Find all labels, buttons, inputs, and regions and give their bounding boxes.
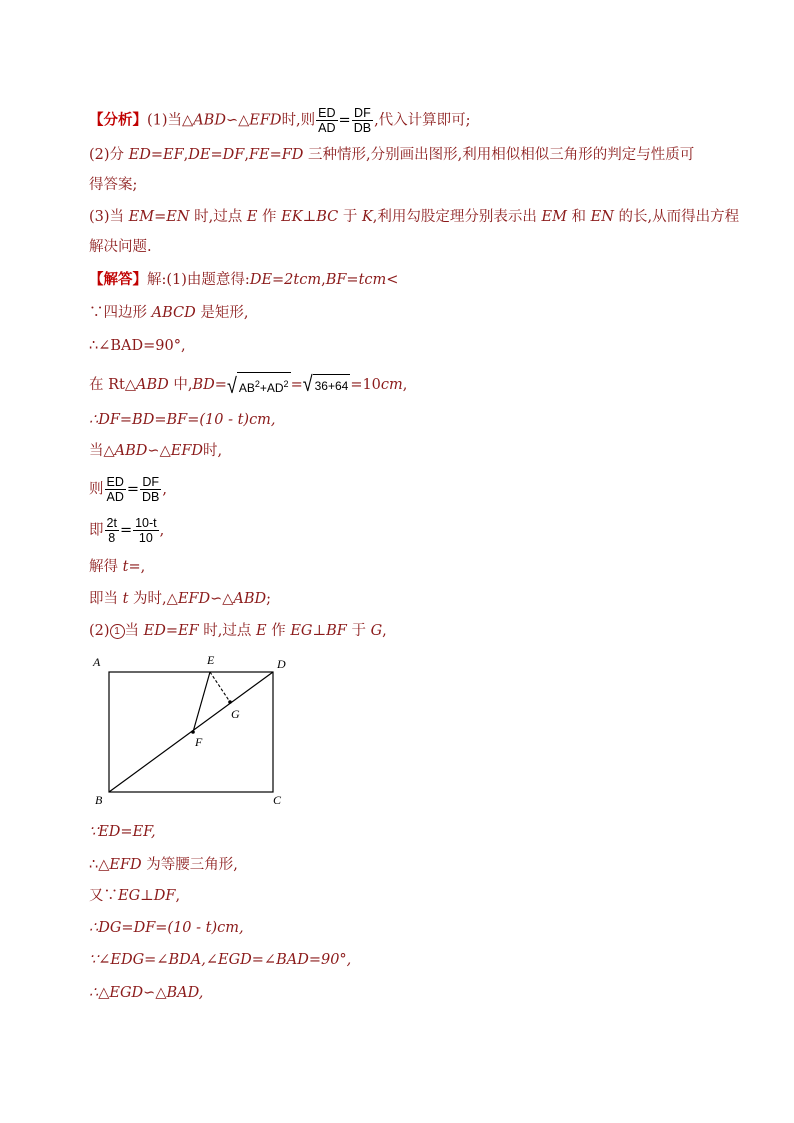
text: (3)当 (89, 209, 129, 225)
fraction-ed-ad-2 (105, 475, 126, 504)
solution-line-3 (89, 336, 186, 356)
text: cm (380, 377, 403, 393)
text: ∵∠EDG=∠BDA,∠EGD=∠BAD=90°, (89, 952, 352, 968)
text: EN (590, 209, 614, 225)
label-c: C (273, 793, 282, 807)
frac-den: 10 (138, 531, 153, 545)
fraction-10-t-10 (133, 516, 159, 545)
text: 为等腰三角形, (141, 857, 238, 873)
text: 作 (266, 623, 291, 639)
text: 36+64 (313, 374, 351, 396)
text: ED=EF (143, 623, 199, 639)
circled-number-1: 1 (110, 624, 125, 639)
label-e: E (207, 653, 215, 667)
text: BD (192, 377, 215, 393)
text: 解决问题. (89, 239, 152, 255)
text: EM=EN (128, 209, 190, 225)
text: K (361, 209, 373, 225)
solution-line-2 (89, 303, 248, 323)
text: t (122, 559, 129, 575)
analysis-line-5 (89, 237, 152, 257)
proof-line-2 (89, 855, 238, 875)
proof-line-6 (89, 983, 203, 1003)
text: EG⊥DF (118, 888, 176, 904)
text: 即当 (89, 591, 123, 607)
text: ABCD (151, 305, 196, 321)
text: ∴△EGD∽△BAD, (89, 985, 204, 1001)
text: 解:(1)由题意得: (147, 272, 250, 288)
frac-num: ED (318, 106, 336, 120)
text: EFD (109, 857, 142, 873)
fraction-df-db (352, 106, 373, 135)
text: (2) (89, 623, 110, 639)
text: =10 (350, 377, 381, 393)
text: 的长,从而得出方程 (613, 209, 740, 225)
text: 当 (124, 623, 144, 639)
text: ∴DF=BD=BF=(10 - t)cm, (89, 412, 276, 428)
analysis-tag-label: 分析 (103, 111, 133, 129)
text: , (162, 481, 168, 498)
text: EFD (170, 443, 204, 459)
solution-line-11 (89, 621, 387, 641)
text: EK⊥BC (281, 209, 339, 225)
text: ∵四边形 (89, 305, 152, 321)
proof-line-1 (89, 822, 156, 842)
text: 2 (254, 379, 260, 389)
fraction-ed-ad (316, 106, 337, 135)
analysis-line-2 (89, 145, 694, 165)
sqrt-icon: √ (226, 374, 237, 398)
solution-line-6 (89, 441, 222, 461)
analysis-tag-close: 】 (132, 111, 147, 129)
text: 解得 (89, 559, 123, 575)
text: ,利用勾股定理分别表示出 (372, 209, 542, 225)
sqrt-ab2-ad2 (227, 372, 291, 398)
text: G (370, 623, 383, 639)
text: 在 Rt△ (89, 377, 137, 393)
frac-num: ED (106, 475, 124, 489)
label-b: B (95, 793, 103, 807)
text: , (402, 377, 408, 393)
text: = (119, 522, 133, 539)
text: (1)当△ (147, 112, 194, 129)
sqrt-36-64 (303, 374, 351, 396)
proof-line-3 (89, 886, 180, 906)
text: =, (128, 559, 146, 575)
text: ; (266, 591, 272, 607)
label-d: D (277, 657, 286, 671)
text: = (338, 112, 351, 129)
segment-eg-dashed (210, 672, 230, 702)
text: 则 (89, 481, 104, 498)
text: EFD (177, 591, 211, 607)
fraction-df-db-2 (140, 475, 161, 504)
solution-tag-open: 【 (89, 271, 104, 288)
solution-line-8 (89, 516, 164, 545)
solution-line-10 (89, 589, 271, 609)
segment-ef (193, 672, 210, 732)
analysis-line-4 (89, 207, 739, 227)
text: E (256, 623, 267, 639)
text: ∵ED=EF, (89, 824, 156, 840)
solution-line-9 (89, 557, 145, 577)
frac-den: 8 (108, 531, 116, 545)
frac-den: DB (353, 121, 372, 135)
text: 得答案; (89, 177, 138, 193)
analysis-line-3 (89, 175, 137, 195)
text: 当△ (89, 443, 115, 459)
text: BF=tcm< (325, 272, 399, 288)
proof-line-5 (89, 950, 351, 970)
frac-num: 10-t (135, 516, 157, 530)
text: ABD (233, 591, 267, 607)
frac-num: DF (140, 475, 161, 490)
text: ∽△ (147, 443, 171, 459)
text: EG⊥BF (290, 623, 347, 639)
text: ABD (136, 377, 169, 393)
text: , (175, 888, 181, 904)
text: 时,则 (281, 112, 316, 129)
text: 即 (89, 522, 104, 539)
text: FE=FD (248, 147, 304, 163)
frac-den: AD (106, 490, 124, 504)
text: , (159, 522, 165, 539)
text: 于 (338, 209, 362, 225)
text: , (244, 147, 249, 163)
solution-line-1 (89, 270, 398, 290)
point-f-dot (191, 730, 195, 734)
solution-tag-close: 】 (132, 271, 147, 288)
text: 时,过点 (189, 209, 247, 225)
fraction-2t-8 (105, 516, 119, 545)
text: E (246, 209, 258, 225)
text: 又∵ (89, 888, 118, 904)
frac-num: DF (352, 106, 373, 121)
solution-tag-label: 解答 (103, 271, 133, 288)
text: (2)分 (89, 147, 129, 163)
solution-line-5 (89, 410, 276, 430)
text: , (321, 272, 326, 288)
text: 中, (168, 377, 193, 393)
text: 三种情形,分别画出图形,利用相似相似三角形的判定与性质可 (303, 147, 695, 163)
frac-num: 2t (106, 516, 117, 530)
text: EFD (249, 112, 282, 129)
text: , (382, 623, 387, 639)
text: t (122, 591, 129, 607)
text: = (126, 481, 140, 498)
text: ABD (193, 112, 226, 129)
text: 于 (346, 623, 371, 639)
text: ∽△ (210, 591, 234, 607)
proof-line-4 (89, 918, 244, 938)
label-g: G (231, 707, 240, 721)
text: ∴∠BAD=90°, (89, 338, 186, 354)
label-a: A (93, 655, 101, 669)
text: ED=EF (128, 147, 184, 163)
text: , (183, 147, 189, 163)
sqrt-icon: √ (302, 372, 313, 396)
text: 作 (257, 209, 282, 225)
analysis-tag-open: 【 (89, 111, 104, 129)
text: DE=DF (188, 147, 245, 163)
text: 时,过点 (198, 623, 256, 639)
diagonal-bd (109, 672, 273, 792)
text: 是矩形, (195, 305, 249, 321)
text: = (214, 377, 227, 393)
analysis-line-1 (89, 106, 471, 135)
text: = (290, 377, 303, 393)
label-f: F (195, 735, 203, 749)
text: ∴DG=DF=(10 - t)cm, (89, 920, 244, 936)
text: ,代入计算即可; (374, 112, 471, 129)
geometry-figure (88, 652, 308, 812)
point-g-dot (228, 700, 232, 704)
text: 和 (566, 209, 591, 225)
text: 2 (283, 379, 289, 389)
text: DE=2tcm (249, 272, 322, 288)
text: ∴△ (89, 857, 110, 873)
frac-den: DB (142, 490, 160, 504)
solution-line-7 (89, 475, 167, 504)
text: +AD (259, 381, 284, 395)
text: 时, (203, 443, 223, 459)
frac-den: AD (318, 121, 336, 135)
text: AB (238, 381, 255, 395)
text: EM (541, 209, 567, 225)
text: 为时,△ (128, 591, 178, 607)
text: ∽△ (225, 112, 250, 129)
solution-line-4 (89, 372, 407, 398)
text: ABD (114, 443, 148, 459)
